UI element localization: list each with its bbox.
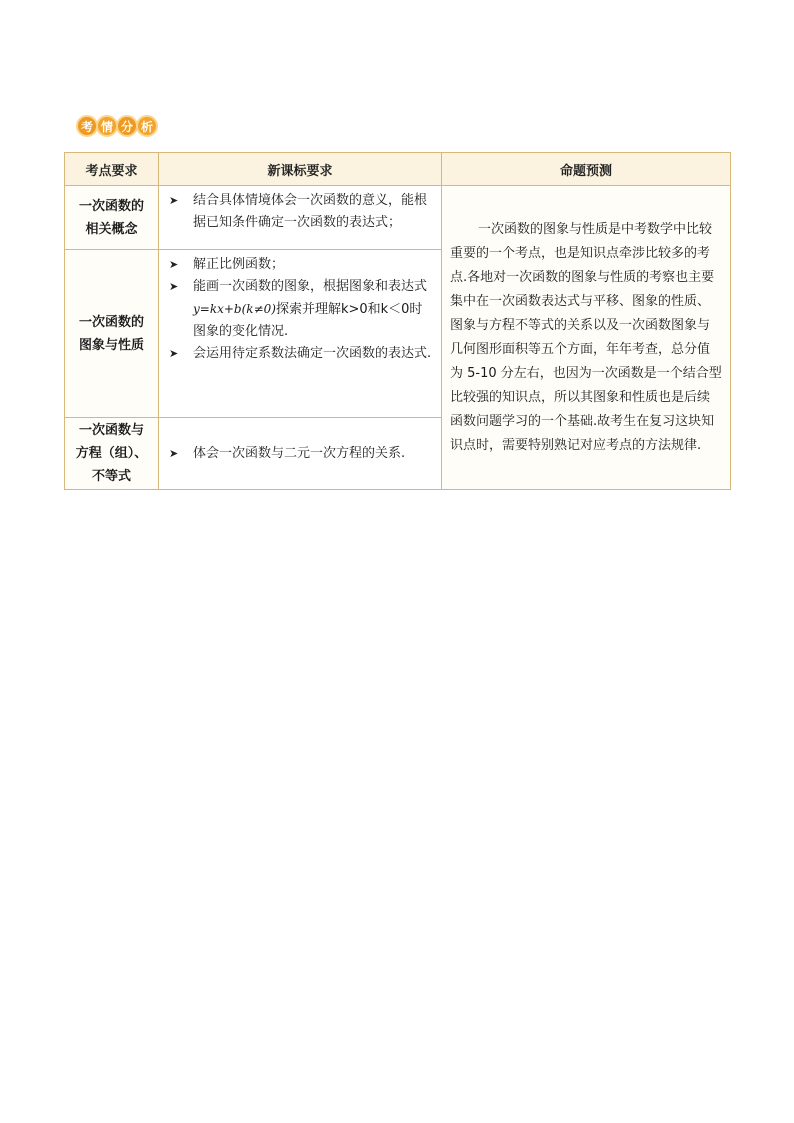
badge-char: 析	[136, 115, 158, 137]
badge-char: 情	[96, 115, 118, 137]
list-item: ➤ 能画一次函数的图象，根据图象和表达式 y=kx+b(k≠0)探索并理解k>0和k＜0时图象的变化情况.	[167, 276, 435, 343]
list-item: ➤ 会运用待定系数法确定一次函数的表达式.	[167, 343, 435, 365]
requirement-cell	[159, 186, 442, 250]
section-badge	[76, 115, 156, 141]
formula: y=kx+b(k≠0)	[193, 302, 276, 316]
badge-char: 分	[116, 115, 138, 137]
header-topic: 考点要求	[65, 153, 159, 186]
list-item: ➤ 体会一次函数与二元一次方程的关系.	[167, 443, 435, 465]
requirement-cell	[159, 250, 442, 418]
badge-char: 考	[76, 115, 98, 137]
prediction-cell	[442, 186, 731, 490]
topic-cell: 一次函数与 方程（组）、 不等式	[65, 418, 159, 490]
table-row	[65, 186, 731, 250]
prediction-text: 一次函数的图象与性质是中考数学中比较重要的一个考点，也是知识点牵涉比较多的考点.各地对一次函数的图象与性质的考察也主要集中在一次函数表达式与平移、图象的性质、图象与方程不等式的关系以及一次函数图象与几何图形面积等五个方面，年年考查，总分值为 5-10 分左右，也因为一次函数是一个结合型比较强的知识点，所以其图象和性质也是后续函数问题学习的一个基础.故考生在复习这块知识点时，需要特别熟记对应考点的方法规律.	[450, 221, 722, 453]
analysis-table	[64, 152, 731, 490]
header-prediction: 命题预测	[442, 153, 731, 186]
list-item: ➤ 解正比例函数；	[167, 254, 435, 276]
header-requirement: 新课标要求	[159, 153, 442, 186]
topic-cell: 一次函数的 图象与性质	[65, 250, 159, 418]
table-header-row	[65, 153, 731, 186]
topic-cell: 一次函数的 相关概念	[65, 186, 159, 250]
list-item: ➤ 结合具体情境体会一次函数的意义，能根据已知条件确定一次函数的表达式；	[167, 190, 435, 234]
requirement-cell	[159, 418, 442, 490]
